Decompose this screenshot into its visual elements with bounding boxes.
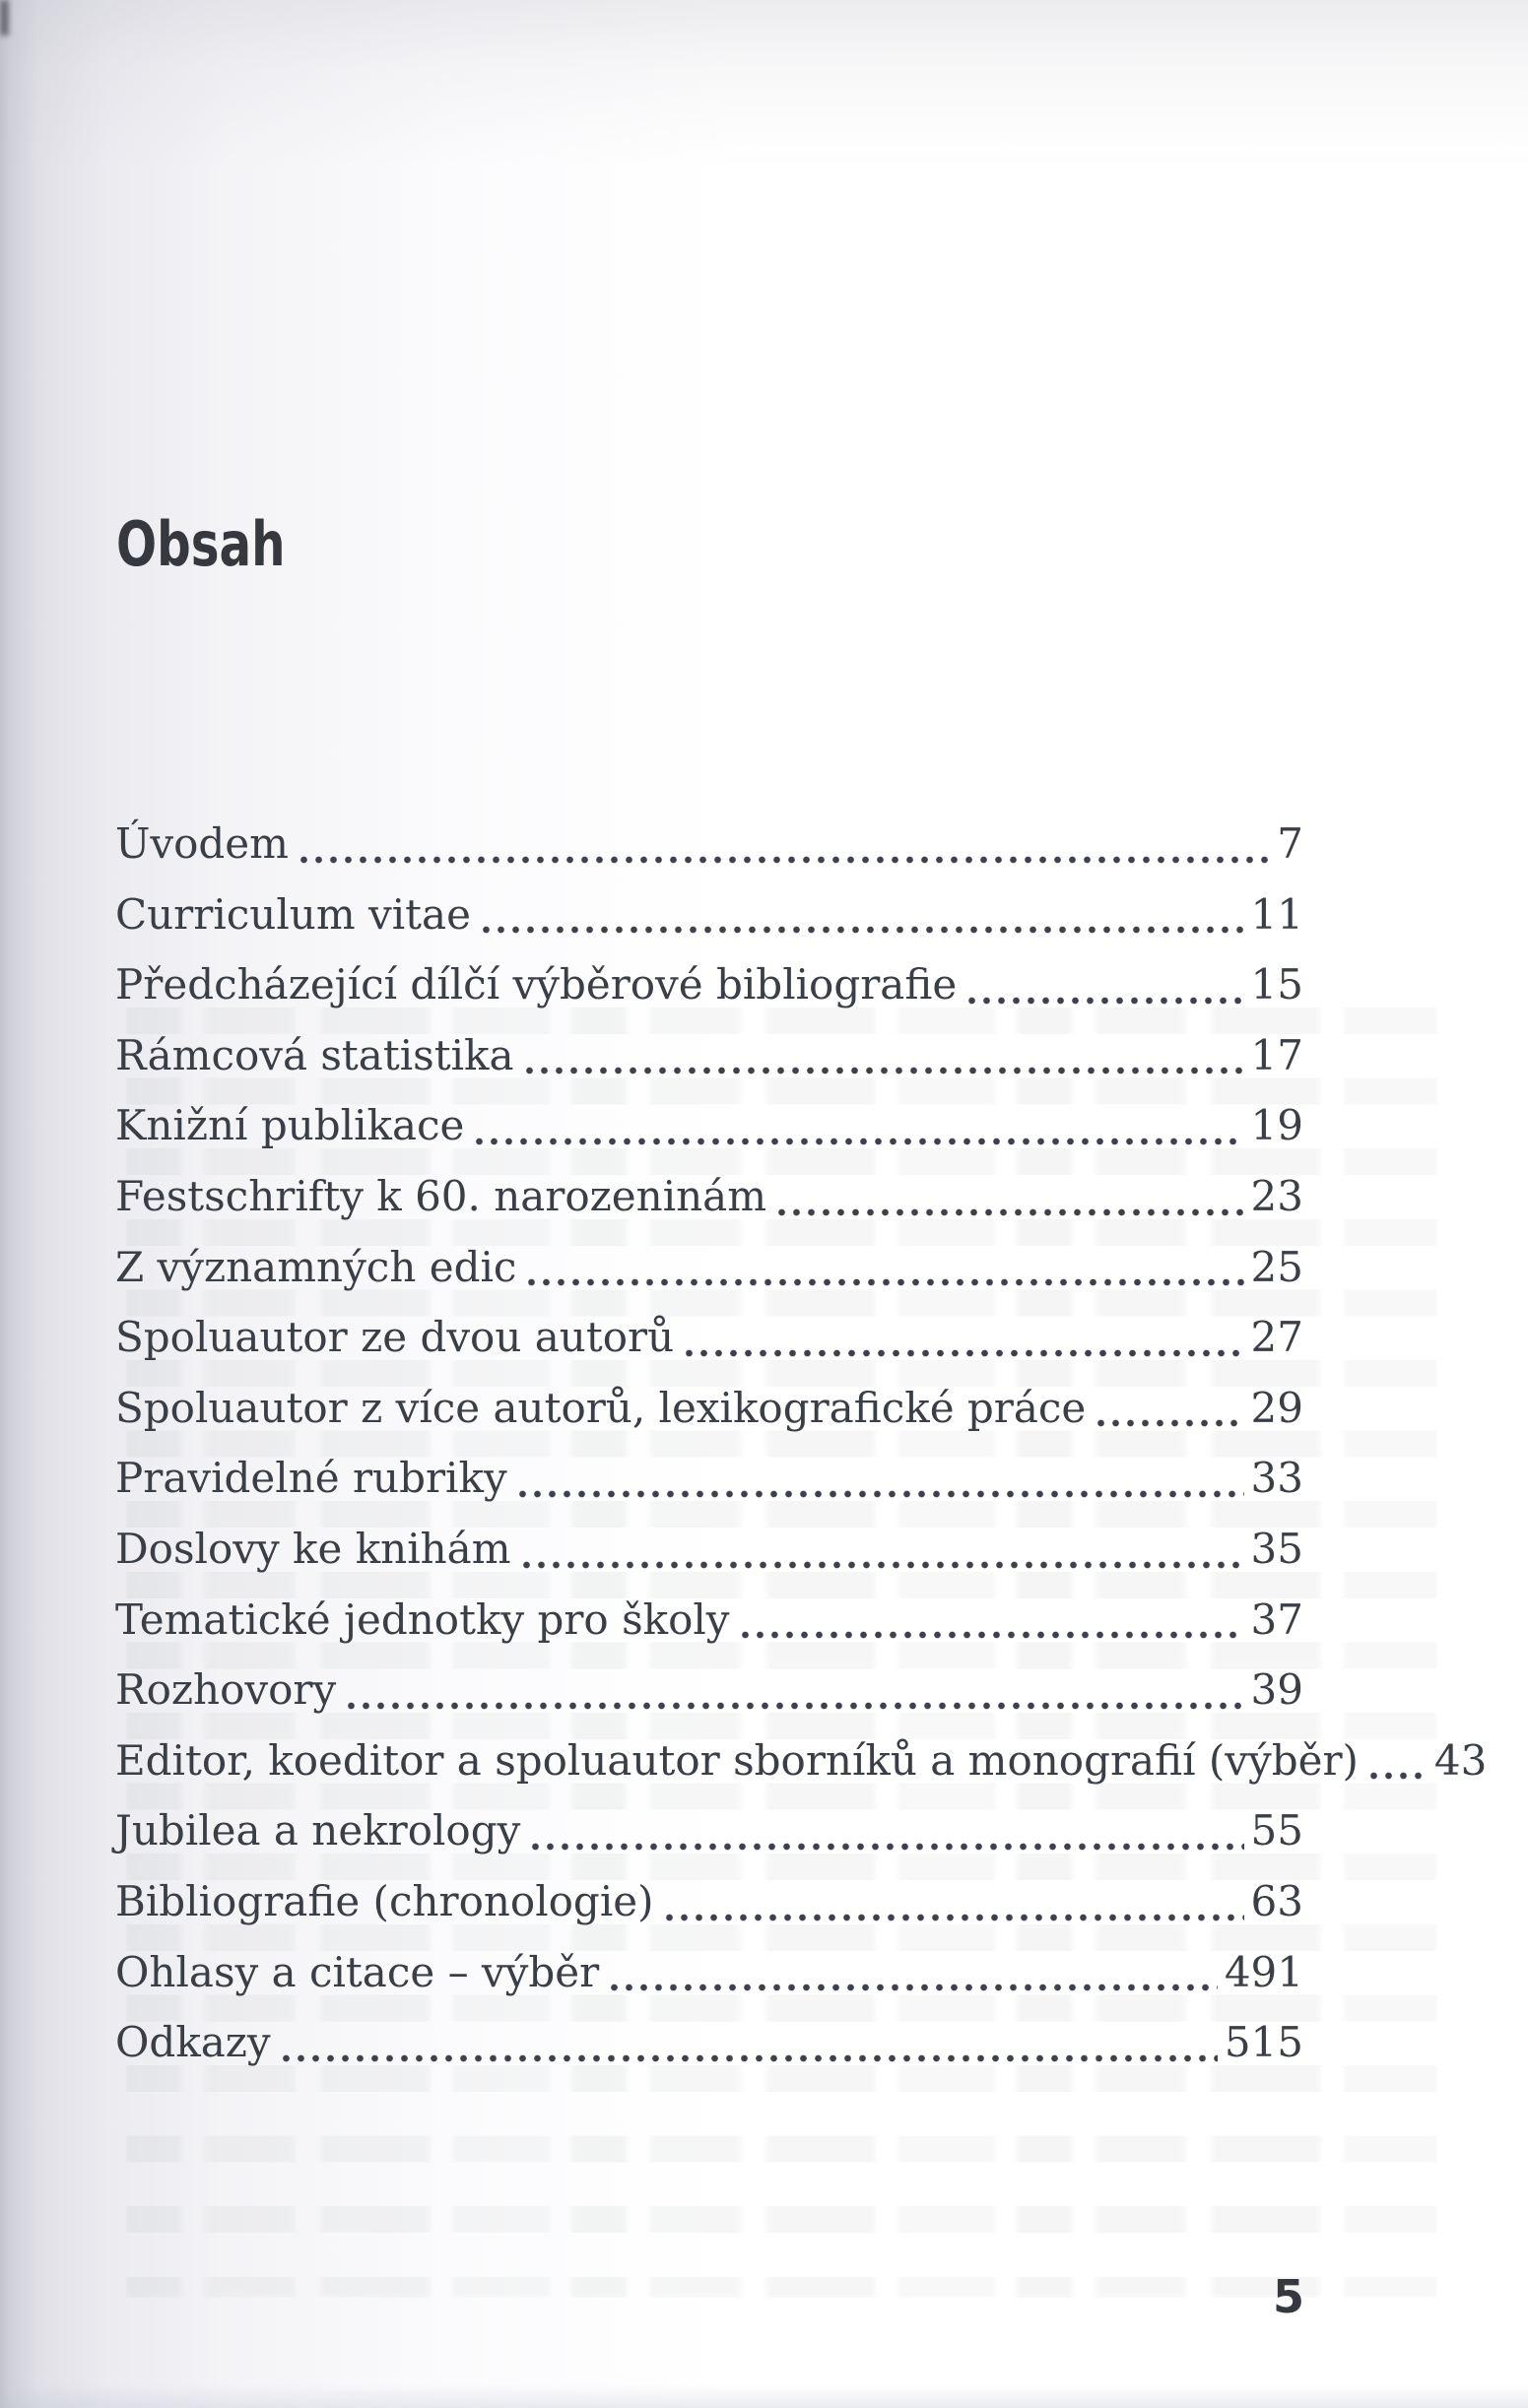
dot-leader — [1370, 1769, 1428, 1783]
dot-leader — [483, 923, 1244, 937]
toc-entry — [115, 1232, 1303, 1303]
toc-entry — [115, 1161, 1303, 1232]
toc-entry-page-number: 515 — [1224, 2018, 1303, 2067]
toc-entry-label: Předcházející dílčí výběrové bibliografie — [115, 960, 958, 1009]
toc-entry — [115, 1302, 1303, 1373]
toc-entry-page-number: 491 — [1224, 1947, 1303, 1996]
toc-entry-label: Knižní publikace — [115, 1101, 465, 1150]
toc-entry — [115, 1443, 1303, 1514]
toc-entry — [115, 949, 1303, 1020]
toc-entry — [115, 1020, 1303, 1091]
page-title: Obsah — [116, 508, 286, 580]
toc-entry-label: Odkazy — [115, 2018, 271, 2067]
dot-leader — [348, 1699, 1243, 1713]
dot-leader — [968, 994, 1243, 1008]
toc-entry — [115, 1585, 1303, 1656]
dot-leader — [300, 853, 1270, 867]
toc-entry-label: Pravidelné rubriky — [115, 1454, 507, 1503]
toc-entry-page-number: 11 — [1250, 889, 1303, 939]
toc-entry-label: Tematické jednotky pro školy — [115, 1594, 730, 1644]
toc-entry-page-number: 7 — [1277, 819, 1303, 868]
dot-leader — [523, 1558, 1244, 1572]
toc-entry-label: Úvodem — [115, 819, 289, 868]
toc-entry-label: Curriculum vitae — [115, 889, 471, 939]
toc-entry-label: Doslovy ke knihám — [115, 1524, 511, 1573]
toc-entry — [115, 809, 1303, 879]
toc-entry-label: Rámcová statistika — [115, 1030, 514, 1079]
toc-list — [115, 809, 1488, 2078]
toc-entry — [115, 1725, 1488, 1796]
toc-entry — [115, 1655, 1303, 1725]
toc-entry-page-number: 33 — [1250, 1454, 1303, 1503]
dot-leader — [778, 1205, 1243, 1219]
page-number: 5 — [1273, 2270, 1305, 2323]
toc-entry-page-number: 23 — [1250, 1171, 1303, 1220]
toc-entry — [115, 1795, 1303, 1866]
dot-leader — [476, 1135, 1243, 1148]
toc-entry — [115, 1514, 1303, 1585]
toc-entry-page-number: 43 — [1433, 1735, 1488, 1785]
toc-entry-page-number: 39 — [1250, 1665, 1303, 1715]
toc-entry-label: Spoluautor ze dvou autorů — [115, 1313, 675, 1362]
dot-leader — [686, 1346, 1243, 1360]
dot-leader — [283, 2051, 1218, 2065]
dot-leader — [528, 1275, 1243, 1289]
dot-leader — [611, 1981, 1218, 1994]
toc-entry — [115, 879, 1303, 950]
toc-entry-label: Jubilea a nekrology — [115, 1806, 521, 1855]
toc-entry-label: Z významných edic — [115, 1242, 517, 1291]
dot-leader — [666, 1911, 1244, 1924]
toc-entry-page-number: 19 — [1250, 1101, 1303, 1150]
dot-leader — [1097, 1416, 1243, 1430]
toc-entry-page-number: 37 — [1250, 1594, 1303, 1644]
toc-entry-page-number: 17 — [1250, 1030, 1303, 1079]
toc-entry-label: Festschrifty k 60. narozeninám — [115, 1171, 767, 1220]
toc-entry — [115, 1090, 1303, 1161]
toc-entry — [115, 1866, 1303, 1937]
dot-leader — [532, 1840, 1243, 1854]
toc-entry-page-number: 35 — [1250, 1524, 1303, 1573]
toc-entry — [115, 1937, 1303, 2008]
toc-entry-page-number: 27 — [1250, 1313, 1303, 1362]
toc-entry-label: Editor, koeditor a spoluautor sborníků a monografií (výběr) — [115, 1735, 1359, 1785]
toc-entry-page-number: 55 — [1250, 1806, 1303, 1855]
toc-entry-page-number: 15 — [1250, 960, 1303, 1009]
toc-entry-label: Rozhovory — [115, 1665, 337, 1715]
toc-entry-page-number: 25 — [1250, 1242, 1303, 1291]
toc-entry — [115, 1373, 1303, 1444]
toc-entry-page-number: 63 — [1250, 1876, 1303, 1925]
dot-leader — [742, 1628, 1244, 1642]
dot-leader — [519, 1487, 1244, 1501]
toc-entry-label: Bibliografie (chronologie) — [115, 1876, 654, 1925]
toc-entry — [115, 2007, 1303, 2078]
toc-entry-label: Spoluautor z více autorů, lexikografické práce — [115, 1383, 1087, 1432]
dot-leader — [526, 1064, 1244, 1077]
toc-entry-label: Ohlasy a citace – výběr — [115, 1947, 600, 1996]
toc-entry-page-number: 29 — [1250, 1383, 1303, 1432]
